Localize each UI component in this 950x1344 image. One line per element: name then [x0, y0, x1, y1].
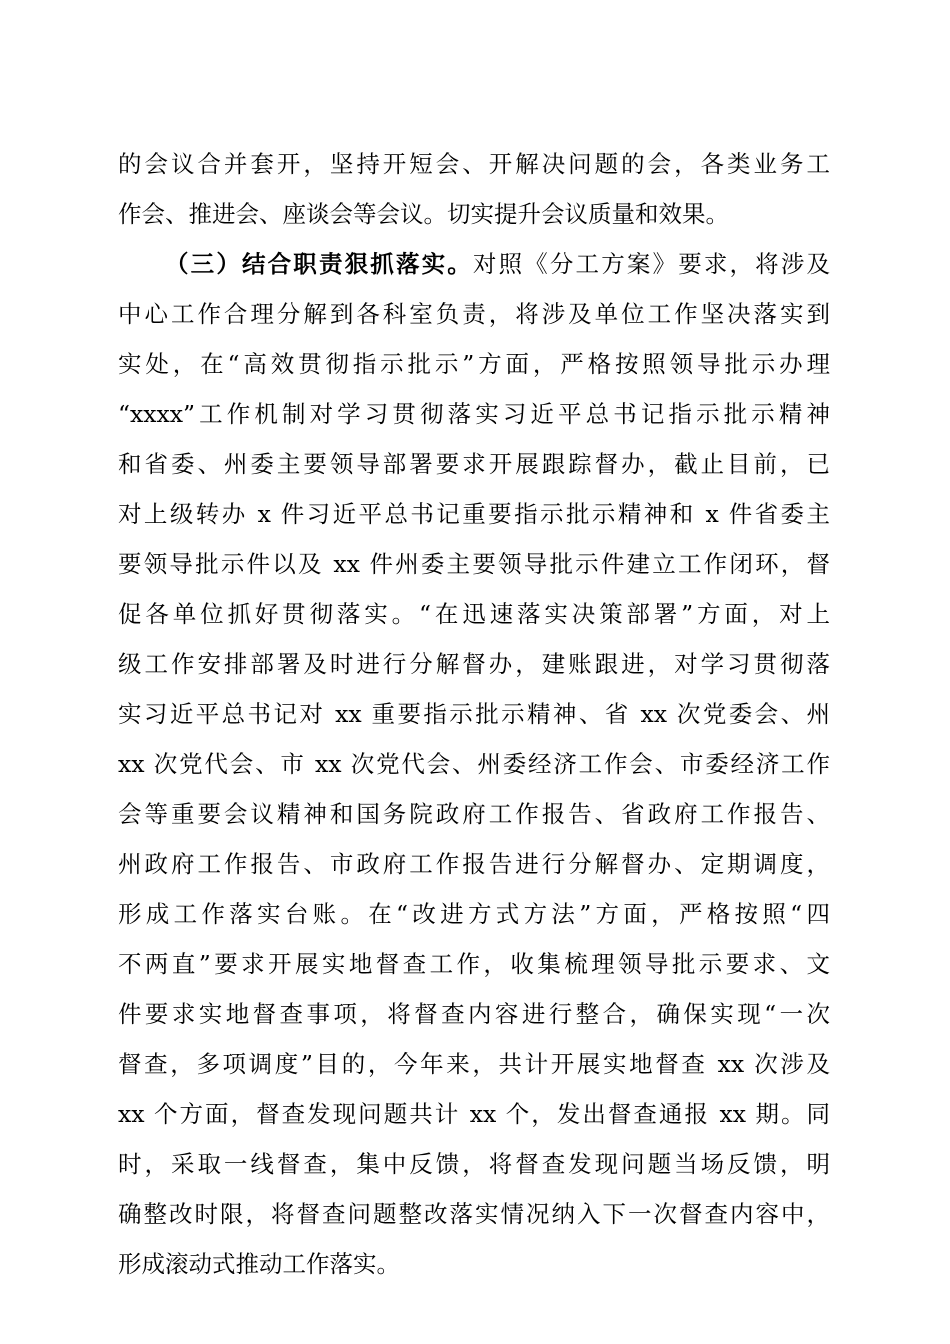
- text-line: 不两直”要求开展实地督查工作，收集梳理领导批示要求、文: [118, 950, 830, 978]
- text-line: 级工作安排部署及时进行分解督办，建账跟进，对学习贯彻落: [118, 650, 830, 678]
- document-body: [118, 139, 830, 1289]
- text-line: 实处，在“高效贯彻指示批示”方面，严格按照领导批示办理: [118, 350, 830, 378]
- text-line: 确整改时限，将督查问题整改落实情况纳入下一次督查内容中，: [118, 1200, 830, 1228]
- text-line: 对上级转办 x 件习近平总书记重要指示批示精神和 x 件省委主: [118, 500, 830, 528]
- text-line: 会等重要会议精神和国务院政府工作报告、省政府工作报告、: [118, 800, 830, 828]
- text-run: 对照《分工方案》要求，将涉及: [472, 250, 831, 278]
- text-line: 形成滚动式推动工作落实。: [118, 1250, 400, 1278]
- paragraph-meetings: [118, 139, 830, 239]
- text-line: 州政府工作报告、市政府工作报告进行分解督办、定期调度，: [118, 850, 830, 878]
- text-line: xx 个方面，督查发现问题共计 xx 个，发出督查通报 xx 期。同: [118, 1100, 830, 1128]
- text-line: 和省委、州委主要领导部署要求开展跟踪督办，截止目前，已: [118, 450, 830, 478]
- text-line: 的会议合并套开，坚持开短会、开解决问题的会，各类业务工: [118, 150, 830, 178]
- text-line: 件要求实地督查事项，将督查内容进行整合，确保实现“一次: [118, 1000, 830, 1028]
- text-line: 形成工作落实台账。在“改进方式方法”方面，严格按照“四: [118, 900, 830, 928]
- text-line: 促各单位抓好贯彻落实。“在迅速落实决策部署”方面，对上: [118, 600, 830, 628]
- text-line-first: [118, 239, 830, 289]
- text-line: 督查，多项调度”目的，今年来，共计开展实地督查 xx 次涉及: [118, 1050, 830, 1078]
- text-line: 中心工作合理分解到各科室负责，将涉及单位工作坚决落实到: [118, 300, 830, 328]
- text-line: 实习近平总书记对 xx 重要指示批示精神、省 xx 次党委会、州: [118, 700, 830, 728]
- text-line: “xxxx”工作机制对学习贯彻落实习近平总书记指示批示精神: [118, 400, 830, 428]
- text-line: 要领导批示件以及 xx 件州委主要领导批示件建立工作闭环，督: [118, 550, 830, 578]
- text-line: 作会、推进会、座谈会等会议。切实提升会议质量和效果。: [118, 200, 729, 228]
- paragraph-implementation: [118, 239, 830, 1289]
- text-line: 时，采取一线督查，集中反馈，将督查发现问题当场反馈，明: [118, 1150, 830, 1178]
- text-line: xx 次党代会、市 xx 次党代会、州委经济工作会、市委经济工作: [118, 750, 830, 778]
- section-heading: （三）结合职责狠抓落实。: [165, 250, 473, 278]
